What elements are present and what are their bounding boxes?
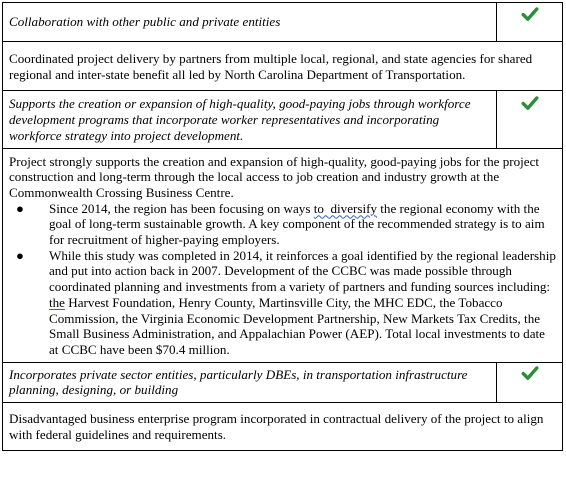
bullet-list <box>9 201 557 358</box>
criteria-table <box>2 2 563 451</box>
bullet-marker: ● <box>16 247 24 263</box>
description-row <box>3 42 563 91</box>
criterion-text: Collaboration with other public and private entities <box>3 3 497 42</box>
bullet-text: While this study was completed in 2014, it reinforces a goal identified by the regional leadership and put into action back in 2007. Development of the CCBC was made possible through coordinated planning and investments from a variety of partners and funding sources including: <box>49 247 556 295</box>
proofing-marked-text: the <box>49 294 65 310</box>
checkmark-icon <box>521 6 539 22</box>
description-text: Coordinated project delivery by partners from multiple local, regional, and state agencies for shared regional and inter-state benefit all led by North Carolina Department of Transportation. <box>3 42 563 91</box>
criterion-text: Incorporates private sector entities, particularly DBEs, in transportation infrastructure planning, designing, or building <box>3 362 497 402</box>
bullet-marker: ● <box>16 200 24 216</box>
check-cell <box>497 91 563 148</box>
criterion-row <box>3 3 563 42</box>
description-cell <box>3 148 563 362</box>
description-row <box>3 403 563 451</box>
bullet-item <box>16 200 557 248</box>
bullet-item <box>16 247 557 358</box>
criterion-row <box>3 362 563 402</box>
bullet-text: Harvest Foundation, Henry County, Martinsville City, the MHC EDC, the Tobacco Commission, the Virginia Economic Development Partnership, New Markets Tax Credits, the Small Business Administration, and Appalachian Power (AEP). Total local investments to date at CCBC have been $70.4 million. <box>49 294 545 357</box>
description-text: Project strongly supports the creation and expansion of high-quality, good-paying jobs for the project construction and long-term through the local access to job creation and industry growth at the Commonwealth Crossing Business Centre. <box>9 153 540 200</box>
proofing-marked-text: to diversify <box>313 200 378 216</box>
bullet-text: Since 2014, the region has been focusing on ways <box>49 200 314 216</box>
checkmark-icon <box>521 365 539 381</box>
bullet-text: the regional economy with the goal of long-term sustainable growth. A key component of the recommended strategy is to aim for recruitment of higher-paying employers. <box>49 200 545 248</box>
checkmark-icon <box>521 95 539 111</box>
check-cell <box>497 3 563 42</box>
description-text: Disadvantaged business enterprise program incorporated in contractual delivery of the project to align with federal guidelines and requirements. <box>3 403 563 451</box>
description-row <box>3 148 563 362</box>
criterion-text: Supports the creation or expansion of high-quality, good-paying jobs through workforce development programs that incorporate worker representatives and incorporating workforce strategy into project development. <box>3 91 497 148</box>
check-cell <box>497 362 563 402</box>
criterion-row <box>3 91 563 148</box>
